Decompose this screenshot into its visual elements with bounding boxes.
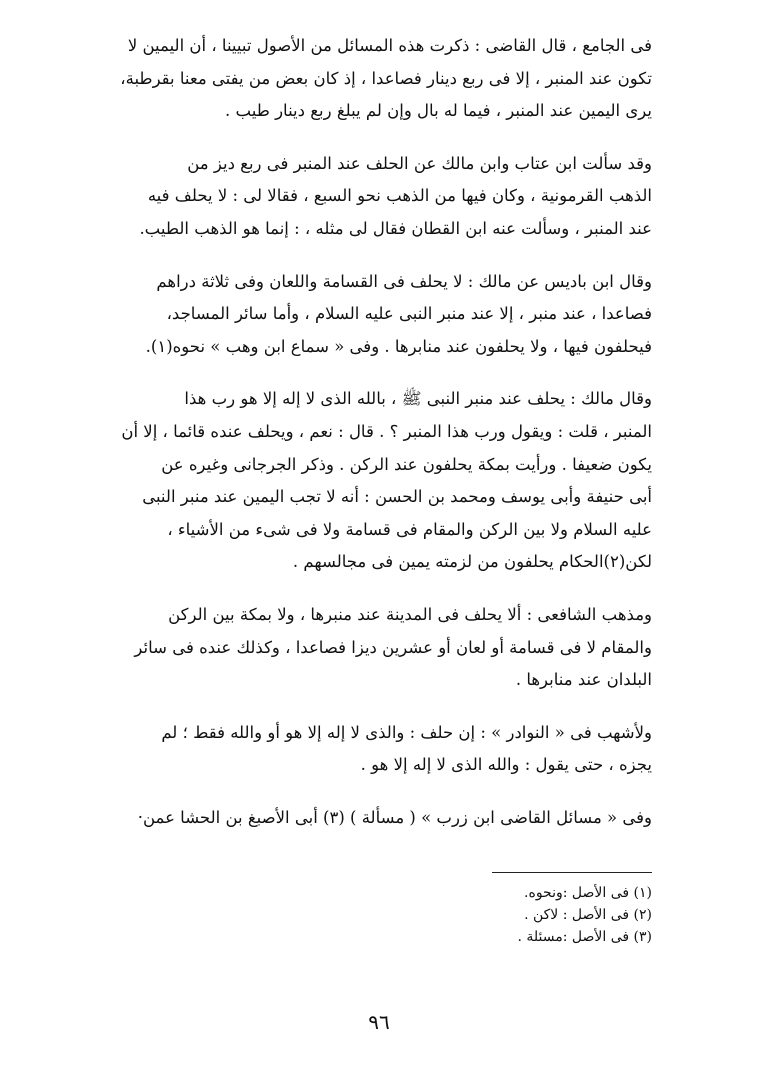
text-line: والمقام لا فى قسامة أو لعان أو عشرين ديزا فصاعدا ، وكذلك عنده فى سائر [134,637,652,657]
text-line: فى الجامع ، قال القاضى : ذكرت هذه المسائل من الأصول تبيينا ، أن اليمين لا [127,36,652,55]
paragraph-4 [58,383,652,579]
text-line: أبى حنيفة وأبى يوسف ومحمد بن الحسن : أنه لا تجب اليمين عند منبر النبى [142,487,652,507]
footnote-3: (٣) فى الأصل :مسئلة . [517,929,652,945]
paragraph-1 [58,30,652,128]
text-line: لكن(٢)الحكام يحلفون من لزمته يمين فى مجالسهم . [292,552,652,572]
footnote-1: (١) فى الأصل :ونحوه. [524,885,652,901]
text-line: عليه السلام ولا بين الركن والمقام فى قسامة ولا فى شىء من الأشياء ، [167,519,652,539]
text-line: وقال مالك : يحلف عند منبر النبى ﷺ ، بالله الذى لا إله إلا هو رب هذا [184,389,652,409]
paragraph-2 [58,148,652,246]
text-line: ومذهب الشافعى : ألا يحلف فى المدينة عند منبرها ، ولا بمكة بين الركن [168,604,652,624]
paragraph-5 [58,599,652,697]
page-number: ٩٦ [368,1010,390,1034]
paragraph-7 [58,802,652,835]
paragraph-6 [58,717,652,782]
text-line: وفى « مسائل القاضى ابن زرب » ( مسألة ) (٣) أبى الأصبغ بن الحشا عمن· [137,807,652,827]
text-line: فيحلفون فيها ، ولا يحلفون عند منابرها . وفى « سماع ابن وهب » نحوه(١). [145,336,652,356]
text-line: يجزه ، حتى يقول : والله الذى لا إله إلا هو . [360,755,652,775]
footnote-2: (٢) فى الأصل : لاكن . [524,907,652,923]
text-line: الذهب القرمونية ، وكان فيها من الذهب نحو السبع ، فقالا لى : لا يحلف فيه [147,186,652,206]
text-line: يكون ضعيفا . ورأيت بمكة يحلفون عند الركن . وذكر الجرجانى وغيره عن [161,454,652,474]
text-line: عند المنبر ، وسألت عنه ابن القطان فقال لى مثله ، : إنما هو الذهب الطيب. [139,218,652,238]
text-line: ولأشهب فى « النوادر » : إن حلف : والذى لا إله إلا هو أو والله فقط ؛ لم [161,722,652,742]
text-line: المنبر ، قلت : ويقول ورب هذا المنبر ؟ . قال : نعم ، ويحلف عنده قائما ، إلا أن [121,421,652,441]
paragraph-3 [58,266,652,364]
text-line: البلدان عند منابرها . [515,670,652,690]
text-line: تكون عند المنبر ، إلا فى ربع دينار فصاعدا ، إذ كان بعض من يفتى معنا بقرطبة، [120,68,652,88]
footnote-divider [492,872,652,873]
text-line: فصاعدا ، عند منبر ، إلا عند منبر النبى عليه السلام ، وأما سائر المساجد، [166,304,652,324]
footnotes [58,882,652,948]
text-line: يرى اليمين عند المنبر ، فيما له بال وإن لم يبلغ ربع دينار طيب . [225,101,652,121]
text-line: وقد سألت ابن عتاب وابن مالك عن الحلف عند المنبر فى ربع ديز من [187,153,652,173]
text-line: وقال ابن باديس عن مالك : لا يحلف فى القسامة واللعان وفى ثلاثة دراهم [156,271,652,291]
